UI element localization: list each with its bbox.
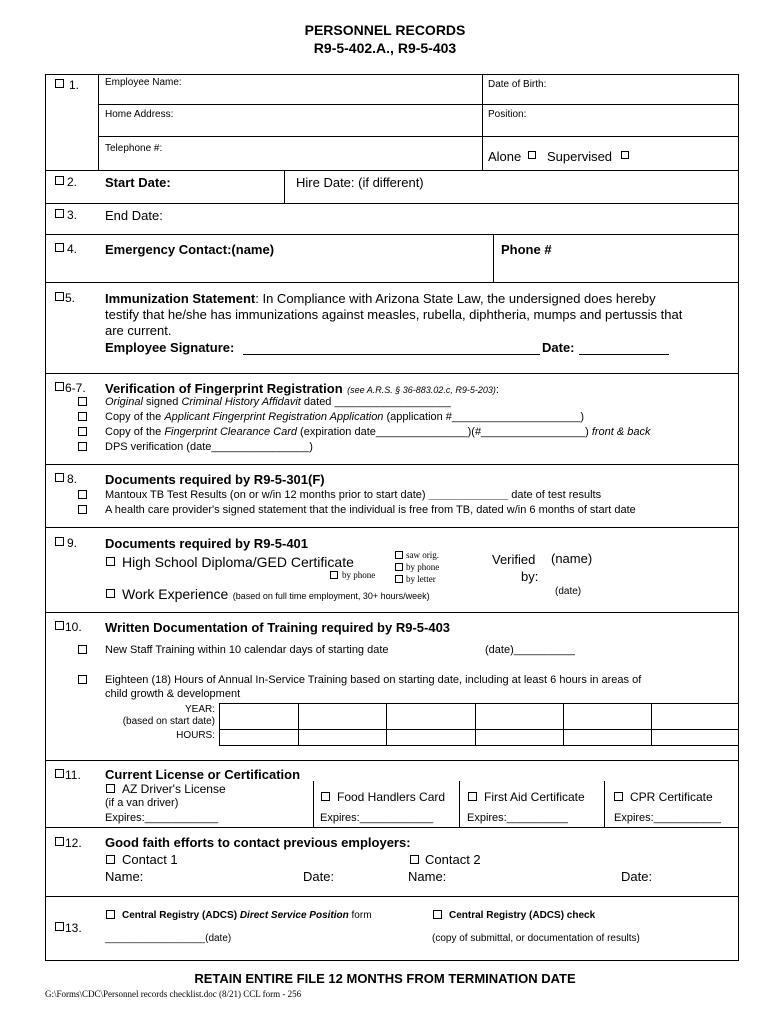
cpr-label: CPR Certificate xyxy=(630,790,713,804)
central-registry-form-checkbox[interactable] xyxy=(106,910,115,919)
mantoux-item: Mantoux TB Test Results (on or w/in 12 months prior to start date) _____________ date of test results xyxy=(105,489,602,501)
row-number: 10. xyxy=(65,620,82,634)
by-letter-checkbox[interactable] xyxy=(395,575,403,583)
row-number: 11. xyxy=(65,768,81,782)
based-on-start-label: (based on start date) xyxy=(122,716,215,727)
hours-label: HOURS: xyxy=(176,730,215,741)
immunization-line-3: are current. xyxy=(105,323,172,338)
by-phone-label-2: by phone xyxy=(342,570,376,580)
emergency-contact-label: Emergency Contact:(name) xyxy=(105,242,275,257)
license-title: Current License or Certification xyxy=(105,767,301,782)
az-license-label: AZ Driver's License xyxy=(122,782,226,796)
signature-line[interactable] xyxy=(243,354,540,355)
supervised-checkbox[interactable] xyxy=(621,151,629,159)
central-registry-check-label: Central Registry (ADCS) check xyxy=(449,910,596,921)
saw-orig-checkbox[interactable] xyxy=(395,551,403,559)
cpr-checkbox[interactable] xyxy=(614,792,623,801)
az-license-expires: Expires:____________ xyxy=(105,812,219,824)
row-number: 5. xyxy=(65,291,76,305)
row-number: 6-7. xyxy=(65,381,86,395)
training-title: Written Documentation of Training required by R9-5-403 xyxy=(105,620,451,635)
health-statement-item: A health care provider's signed statement that the individual is free from TB, dated w/in 6 months of start date xyxy=(105,504,636,516)
contact-1-checkbox[interactable] xyxy=(106,855,115,864)
contact-2-name-label: Name: xyxy=(408,869,447,884)
row-number: 4. xyxy=(67,242,78,256)
health-statement-checkbox[interactable] xyxy=(78,505,87,514)
work-experience-checkbox[interactable] xyxy=(106,589,115,598)
az-license-checkbox[interactable] xyxy=(106,784,115,793)
first-aid-label: First Aid Certificate xyxy=(484,790,585,804)
position-label: Position: xyxy=(488,109,527,120)
row-3-checkbox[interactable] xyxy=(55,209,64,218)
supervised-label: Supervised xyxy=(547,149,613,164)
by-phone-label: by phone xyxy=(406,562,440,572)
row-number: 8. xyxy=(67,472,78,486)
verified-by-label: by: xyxy=(521,569,539,584)
phone-label: Phone # xyxy=(501,242,552,257)
retain-notice: RETAIN ENTIRE FILE 12 MONTHS FROM TERMINATION DATE xyxy=(194,971,576,986)
in-service-line-2: child growth & development xyxy=(105,688,241,700)
contact-2-checkbox[interactable] xyxy=(410,855,419,864)
verified-date-label: (date) xyxy=(555,586,582,597)
work-experience-label: Work Experience (based on full time employment, 30+ hours/week) xyxy=(122,586,430,602)
diploma-label: High School Diploma/GED Certificate xyxy=(122,554,354,570)
fingerprint-item-4: DPS verification (date________________) xyxy=(105,441,313,453)
cpr-expires: Expires:___________ xyxy=(614,812,722,824)
tb-documents-title: Documents required by R9-5-301(F) xyxy=(105,472,325,487)
employee-signature-label: Employee Signature: xyxy=(105,340,235,355)
first-aid-expires: Expires:__________ xyxy=(467,812,568,824)
row-12-checkbox[interactable] xyxy=(55,837,64,846)
by-phone-checkbox-2[interactable] xyxy=(330,571,338,579)
form-title: PERSONNEL RECORDS xyxy=(304,22,466,38)
fingerprint-item-1: Original signed Criminal History Affidavit dated ___________________ xyxy=(105,396,451,408)
in-service-training-checkbox[interactable] xyxy=(78,675,87,684)
van-driver-note: (if a van driver) xyxy=(105,797,179,809)
food-handlers-expires: Expires:____________ xyxy=(320,812,434,824)
contact-1-name-label: Name: xyxy=(105,869,144,884)
first-aid-checkbox[interactable] xyxy=(468,792,477,801)
immunization-line-2: testify that he/she has immunizations against measles, rubella, diphtheria, mumps and pertussis that xyxy=(105,307,683,322)
food-handlers-checkbox[interactable] xyxy=(321,792,330,801)
row-11-checkbox[interactable] xyxy=(55,769,64,778)
central-registry-check-note: (copy of submittal, or documentation of results) xyxy=(432,933,640,944)
fingerprint-card-checkbox[interactable] xyxy=(78,427,87,436)
row-8-checkbox[interactable] xyxy=(55,473,64,482)
saw-orig-label: saw orig. xyxy=(406,550,439,560)
central-registry-form-label: Central Registry (ADCS) Direct Service Position form xyxy=(122,910,372,921)
row-number: 3. xyxy=(67,208,78,222)
row-13-checkbox[interactable] xyxy=(55,922,64,931)
row-number: 13. xyxy=(65,921,82,935)
row-number: 12. xyxy=(65,836,82,850)
by-phone-checkbox[interactable] xyxy=(395,563,403,571)
verified-label: Verified xyxy=(492,552,536,567)
row-2-checkbox[interactable] xyxy=(55,176,64,185)
row-1-checkbox[interactable] xyxy=(55,79,64,88)
diploma-checkbox[interactable] xyxy=(106,557,115,566)
alone-checkbox[interactable] xyxy=(528,151,536,159)
fingerprint-application-checkbox[interactable] xyxy=(78,412,87,421)
verified-name-label: (name) xyxy=(551,551,593,566)
new-staff-training-checkbox[interactable] xyxy=(78,645,87,654)
immunization-line-1: Immunization Statement: In Compliance with Arizona State Law, the undersigned does hereby xyxy=(105,291,656,306)
new-staff-training-item: New Staff Training within 10 calendar days of starting date xyxy=(105,644,389,656)
end-date-label: End Date: xyxy=(105,208,163,223)
central-registry-check-checkbox[interactable] xyxy=(433,910,442,919)
row-number: 1. xyxy=(69,78,80,92)
fingerprint-title: Verification of Fingerprint Registration (see A.R.S. § 36-883.02.c, R9-5-203): xyxy=(105,381,499,396)
hire-date-label: Hire Date: (if different) xyxy=(296,175,424,190)
row-4-checkbox[interactable] xyxy=(55,243,64,252)
row-number: 9. xyxy=(67,536,78,550)
row-5-checkbox[interactable] xyxy=(55,292,64,301)
start-date-label: Start Date: xyxy=(105,175,171,190)
employers-title: Good faith efforts to contact previous employers: xyxy=(105,835,411,850)
alone-label: Alone xyxy=(488,149,522,164)
central-registry-date: __________________(date) xyxy=(105,933,232,944)
fingerprint-item-2: Copy of the Applicant Fingerprint Registration Application (application #_____________________) xyxy=(105,411,585,423)
row-10-checkbox[interactable] xyxy=(55,621,64,630)
by-letter-label: by letter xyxy=(406,574,436,584)
contact-2-date-label: Date: xyxy=(621,869,653,884)
row-6-7-checkbox[interactable] xyxy=(55,382,64,391)
form-subtitle: R9-5-402.A., R9-5-403 xyxy=(313,40,457,56)
in-service-line-1: Eighteen (18) Hours of Annual In-Service Training based on starting date, including at least 6 hours in areas of xyxy=(105,674,642,686)
r9-documents-title: Documents required by R9-5-401 xyxy=(105,536,309,551)
telephone-label: Telephone #: xyxy=(105,143,163,154)
contact-1-label: Contact 1 xyxy=(122,852,178,867)
row-9-checkbox[interactable] xyxy=(55,537,64,546)
dps-verification-checkbox[interactable] xyxy=(78,442,87,451)
year-label: YEAR: xyxy=(184,704,215,715)
home-address-label: Home Address: xyxy=(105,109,174,120)
dob-label: Date of Birth: xyxy=(488,79,547,90)
food-handlers-label: Food Handlers Card xyxy=(337,790,446,804)
document-path: G:\Forms\CDC\Personnel records checklist.doc (8/21) CCL form - 256 xyxy=(45,989,302,999)
fingerprint-affidavit-checkbox[interactable] xyxy=(78,397,87,406)
fingerprint-item-3: Copy of the Fingerprint Clearance Card (expiration date_______________)(#_________________) front & back xyxy=(105,426,651,438)
contact-2-label: Contact 2 xyxy=(425,852,481,867)
contact-1-date-label: Date: xyxy=(303,869,335,884)
signature-date-label: Date: xyxy=(542,340,575,355)
employee-name-label: Employee Name: xyxy=(105,77,182,88)
new-staff-training-date: (date)__________ xyxy=(485,644,575,656)
row-number: 2. xyxy=(67,175,78,189)
signature-date-line[interactable] xyxy=(579,354,669,355)
mantoux-checkbox[interactable] xyxy=(78,490,87,499)
